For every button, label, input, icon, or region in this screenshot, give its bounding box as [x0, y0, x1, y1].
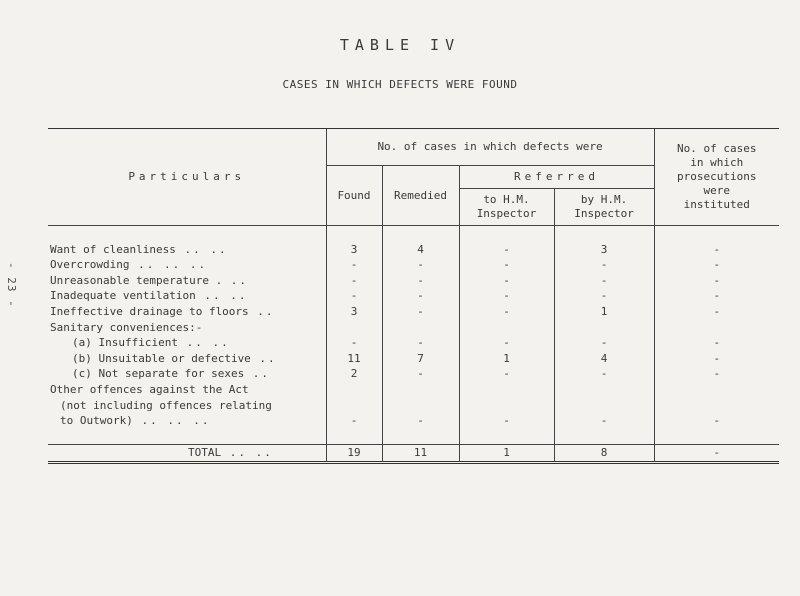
row-label-cell — [48, 413, 326, 429]
cell-found — [326, 382, 382, 398]
table-row — [48, 273, 779, 289]
row-label: to Outwork) — [60, 414, 133, 428]
spacer-cell — [554, 226, 654, 242]
cell-found: - — [326, 257, 382, 273]
cell-by-hm: 1 — [554, 304, 654, 320]
header-particulars: Particulars — [48, 129, 326, 226]
leader-dots: .. — [250, 351, 277, 365]
header-prosecutions-line: in which — [690, 156, 744, 169]
table-row — [48, 288, 779, 304]
spacer-cell — [382, 429, 459, 445]
row-label-cell — [48, 273, 326, 289]
cell-to-hm: - — [459, 257, 554, 273]
cell-by-hm: - — [554, 257, 654, 273]
cell-remedied: - — [382, 366, 459, 382]
page-number: - 23 - — [5, 262, 18, 308]
cell-found: 3 — [326, 242, 382, 258]
cell-to-hm — [459, 320, 554, 336]
table-body — [48, 226, 779, 463]
leader-dots: .. .. — [175, 242, 228, 256]
header-prosecutions-line: instituted — [683, 198, 750, 211]
table-row — [48, 382, 779, 398]
cell-prosecutions: - — [654, 288, 779, 304]
row-label: Want of cleanliness — [50, 242, 176, 256]
leader-dots: .. — [222, 273, 249, 287]
header-by-hm — [554, 189, 654, 226]
cell-remedied — [382, 398, 459, 414]
spacer-cell — [654, 226, 779, 242]
table-row — [48, 413, 779, 429]
cell-found: - — [326, 335, 382, 351]
header-to-hm — [459, 189, 554, 226]
row-label: Ineffective drainage to floors — [50, 304, 249, 318]
total-by-hm: 8 — [554, 445, 654, 463]
header-prosecutions-line: prosecutions — [677, 170, 757, 183]
table-row — [48, 366, 779, 382]
cell-by-hm: 4 — [554, 351, 654, 367]
cell-by-hm: - — [554, 288, 654, 304]
total-prosecutions: - — [654, 445, 779, 463]
cell-prosecutions: - — [654, 273, 779, 289]
cell-to-hm: - — [459, 335, 554, 351]
table-row — [48, 335, 779, 351]
row-label: (c) Not separate for sexes — [72, 367, 245, 381]
total-row — [48, 445, 779, 463]
leader-dots: .. .. .. — [129, 258, 208, 272]
cell-by-hm: - — [554, 335, 654, 351]
spacer-cell — [382, 226, 459, 242]
row-label-cell — [48, 320, 326, 336]
cell-found: 11 — [326, 351, 382, 367]
cell-to-hm: - — [459, 273, 554, 289]
cell-prosecutions: - — [654, 335, 779, 351]
cell-by-hm — [554, 320, 654, 336]
cell-remedied: - — [382, 273, 459, 289]
leader-dots: .. .. .. — [132, 414, 211, 428]
cell-found: 2 — [326, 366, 382, 382]
spacer-cell — [326, 226, 382, 242]
cell-to-hm: - — [459, 413, 554, 429]
cell-prosecutions: - — [654, 413, 779, 429]
cell-found — [326, 320, 382, 336]
cell-by-hm — [554, 398, 654, 414]
row-label-cell — [48, 398, 326, 414]
header-referred: Referred — [459, 166, 654, 189]
cell-to-hm: - — [459, 366, 554, 382]
row-label-cell — [48, 366, 326, 382]
header-prosecutions-line: were — [703, 184, 731, 197]
spacer-cell — [654, 429, 779, 445]
cell-remedied: - — [382, 335, 459, 351]
header-prosecutions — [654, 129, 779, 226]
table-row — [48, 242, 779, 258]
header-by-hm-line: Inspector — [574, 207, 634, 220]
row-label-cell — [48, 351, 326, 367]
total-remedied: 11 — [382, 445, 459, 463]
cell-prosecutions: - — [654, 304, 779, 320]
spacer-cell — [459, 429, 554, 445]
cell-found: - — [326, 413, 382, 429]
cell-to-hm: 1 — [459, 351, 554, 367]
row-label: Unreasonable temperature . — [50, 273, 223, 287]
cell-remedied — [382, 382, 459, 398]
cell-found — [326, 398, 382, 414]
spacer-row — [48, 226, 779, 242]
table-row — [48, 257, 779, 273]
leader-dots: .. — [244, 367, 271, 381]
row-label-cell — [48, 382, 326, 398]
defects-table — [48, 128, 779, 464]
cell-prosecutions — [654, 382, 779, 398]
leader-dots: .. — [248, 304, 275, 318]
row-label: Overcrowding — [50, 258, 130, 272]
cell-remedied: 4 — [382, 242, 459, 258]
row-label: (not including offences relating — [60, 398, 272, 412]
row-label: (a) Insufficient — [72, 336, 178, 350]
cell-by-hm: - — [554, 273, 654, 289]
cell-prosecutions: - — [654, 242, 779, 258]
header-by-hm-line: by H.M. — [580, 193, 628, 206]
cell-by-hm: - — [554, 366, 654, 382]
cell-remedied: - — [382, 304, 459, 320]
total-found: 19 — [326, 445, 382, 463]
header-found: Found — [326, 166, 382, 226]
spacer-row — [48, 429, 779, 445]
table-row — [48, 320, 779, 336]
header-remedied: Remedied — [382, 166, 459, 226]
total-to-hm: 1 — [459, 445, 554, 463]
cell-to-hm — [459, 382, 554, 398]
cell-remedied: 7 — [382, 351, 459, 367]
cell-to-hm: - — [459, 288, 554, 304]
spacer-cell — [554, 429, 654, 445]
cell-by-hm — [554, 382, 654, 398]
cell-found: - — [326, 288, 382, 304]
row-label-cell — [48, 288, 326, 304]
cell-prosecutions: - — [654, 257, 779, 273]
cell-prosecutions — [654, 398, 779, 414]
cell-prosecutions: - — [654, 366, 779, 382]
table-row — [48, 398, 779, 414]
spacer-cell — [48, 429, 326, 445]
cell-prosecutions: - — [654, 351, 779, 367]
row-label-cell — [48, 304, 326, 320]
total-label: TOTAL — [188, 446, 222, 460]
row-label: Sanitary conveniences:- — [50, 320, 203, 334]
cell-to-hm — [459, 398, 554, 414]
header-cases-group: No. of cases in which defects were — [326, 129, 654, 166]
leader-dots: .. .. — [221, 446, 273, 460]
header-to-hm-line: Inspector — [476, 207, 537, 220]
row-label-cell — [48, 257, 326, 273]
spacer-cell — [326, 429, 382, 445]
cell-prosecutions — [654, 320, 779, 336]
table-title: TABLE IV — [339, 36, 461, 54]
cell-remedied — [382, 320, 459, 336]
cell-found: 3 — [326, 304, 382, 320]
cell-by-hm: 3 — [554, 242, 654, 258]
row-label: (b) Unsuitable or defective — [72, 351, 251, 365]
cell-by-hm: - — [554, 413, 654, 429]
row-label: Other offences against the Act — [50, 382, 249, 396]
cell-to-hm: - — [459, 242, 554, 258]
cell-to-hm: - — [459, 304, 554, 320]
spacer-cell — [48, 226, 326, 242]
cell-remedied: - — [382, 413, 459, 429]
spacer-cell — [459, 226, 554, 242]
table-subtitle: CASES IN WHICH DEFECTS WERE FOUND — [282, 78, 518, 91]
leader-dots: .. .. — [177, 336, 230, 350]
row-label-cell — [48, 335, 326, 351]
total-label-cell — [48, 445, 326, 463]
cell-found: - — [326, 273, 382, 289]
table-row — [48, 304, 779, 320]
table-row — [48, 351, 779, 367]
header-prosecutions-line: No. of cases — [677, 142, 757, 155]
header-to-hm-line: to H.M. — [483, 193, 530, 206]
row-label: Inadequate ventilation — [50, 289, 196, 303]
cell-remedied: - — [382, 288, 459, 304]
leader-dots: .. .. — [195, 289, 248, 303]
row-label-cell — [48, 242, 326, 258]
cell-remedied: - — [382, 257, 459, 273]
